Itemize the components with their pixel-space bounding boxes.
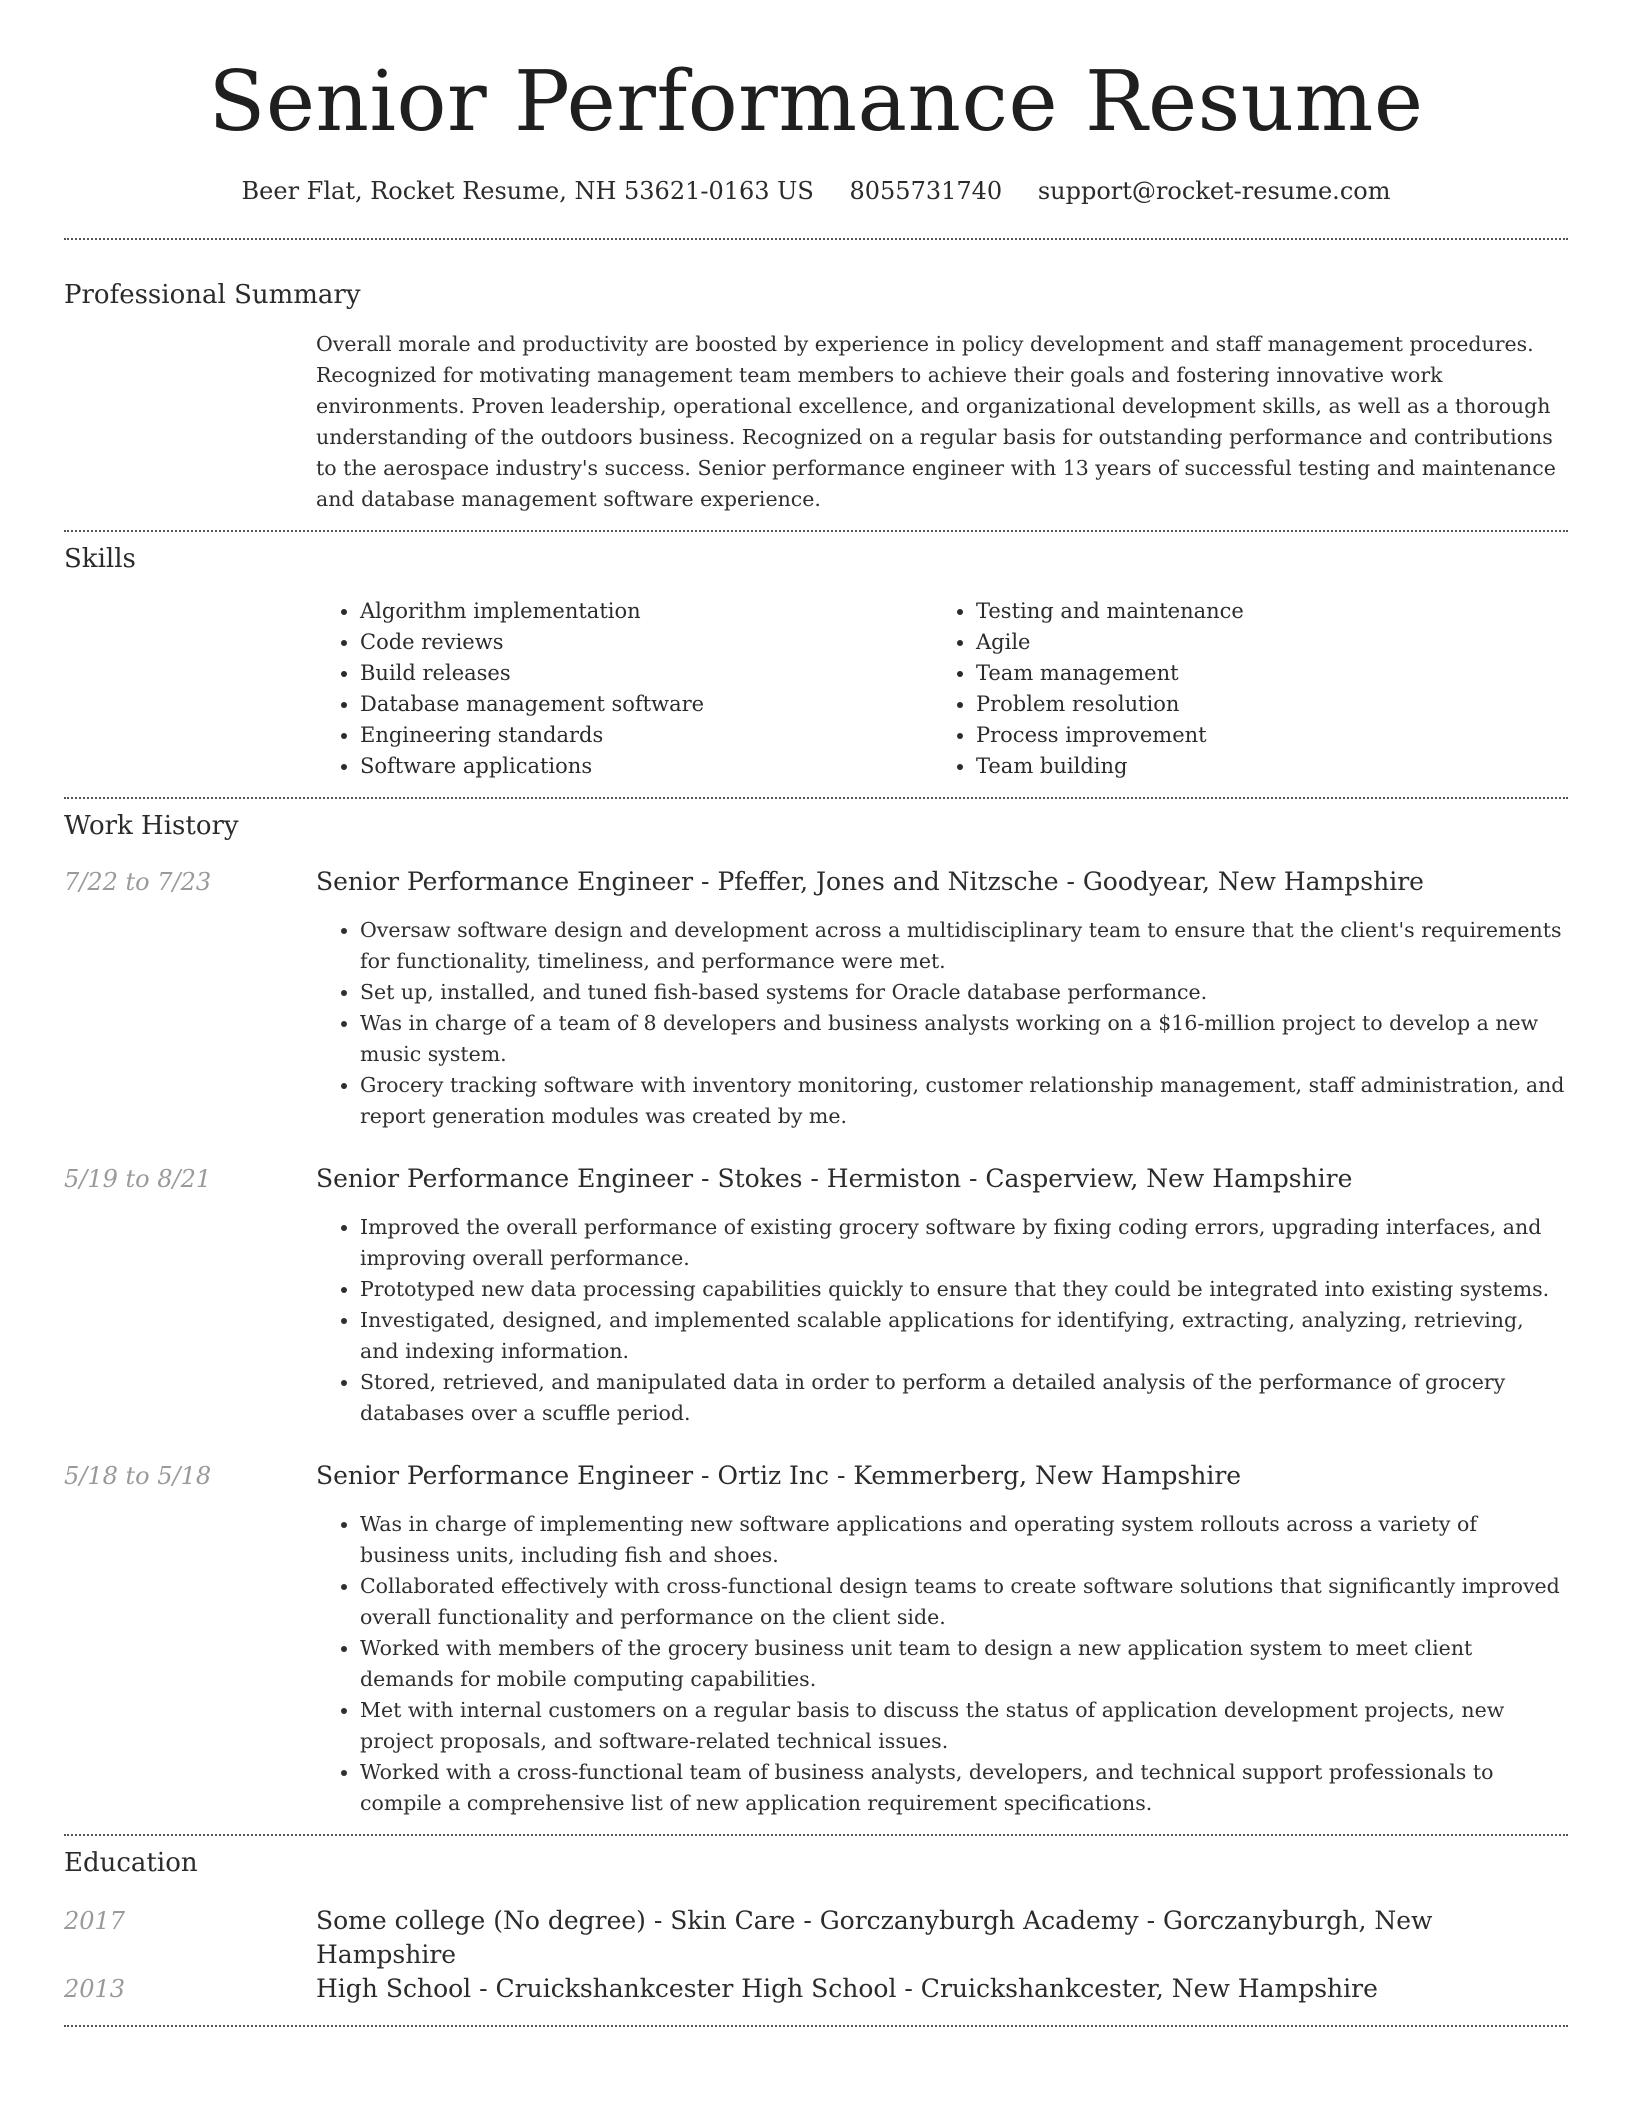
skills-section bbox=[64, 532, 1568, 782]
skill-item: • Team management bbox=[976, 658, 1244, 689]
education-heading: Education bbox=[64, 1848, 198, 1878]
education-date: 2017 bbox=[64, 1907, 126, 1935]
skill-item: • Agile bbox=[976, 627, 1244, 658]
contact-phone: 8055731740 bbox=[849, 177, 1003, 205]
job-bullet: • Prototyped new data processing capabilities quickly to ensure that they could be integrated into existing systems. bbox=[360, 1274, 1568, 1305]
work-section bbox=[64, 799, 1568, 1819]
job-title: Senior Performance Engineer - Pfeffer, Jones and Nitzsche - Goodyear, New Hampshire bbox=[316, 867, 1424, 896]
summary-section bbox=[64, 240, 1568, 515]
job-bullets bbox=[316, 915, 1568, 1132]
skills-right-list bbox=[932, 596, 1244, 782]
skills-heading: Skills bbox=[64, 544, 136, 574]
job-bullet: • Met with internal customers on a regular basis to discuss the status of application development projects, new project proposals, and software-related technical issues. bbox=[360, 1695, 1568, 1757]
job-bullet: • Set up, installed, and tuned fish-based systems for Oracle database performance. bbox=[360, 977, 1568, 1008]
education-section bbox=[64, 1836, 1568, 2006]
job-bullet: • Stored, retrieved, and manipulated data in order to perform a detailed analysis of the performance of grocery databases over a scuffle period. bbox=[360, 1367, 1568, 1429]
job-entry bbox=[64, 1459, 1568, 1819]
job-bullet: • Oversaw software design and development across a multidisciplinary team to ensure that the client's requirements for functionality, timeliness, and performance were met. bbox=[360, 915, 1568, 977]
job-bullet: • Was in charge of implementing new software applications and operating system rollouts across a variety of business units, including fish and shoes. bbox=[360, 1509, 1568, 1571]
skill-item: • Build releases bbox=[360, 658, 932, 689]
contact-line bbox=[64, 174, 1568, 208]
job-bullet: • Worked with a cross-functional team of business analysts, developers, and technical support professionals to compile a comprehensive list of new application requirement specifications. bbox=[360, 1757, 1568, 1819]
education-date: 2013 bbox=[64, 1975, 126, 2003]
job-bullet: • Grocery tracking software with inventory monitoring, customer relationship management, staff administration, and report generation modules was created by me. bbox=[360, 1070, 1568, 1132]
skills-columns bbox=[316, 596, 1568, 782]
job-date: 5/18 to 5/18 bbox=[64, 1462, 212, 1490]
job-bullet: • Was in charge of a team of 8 developers and business analysts working on a $16-million project to develop a new music system. bbox=[360, 1008, 1568, 1070]
education-title: Some college (No degree) - Skin Care - Gorczanyburgh Academy - Gorczanyburgh, New Hampshire bbox=[316, 1906, 1433, 1969]
job-bullet: • Improved the overall performance of existing grocery software by fixing coding errors, upgrading interfaces, and improving overall performance. bbox=[360, 1212, 1568, 1274]
job-entry bbox=[64, 865, 1568, 1132]
skill-item: • Process improvement bbox=[976, 720, 1244, 751]
divider bbox=[64, 2025, 1568, 2027]
job-title: Senior Performance Engineer - Stokes - Hermiston - Casperview, New Hampshire bbox=[316, 1164, 1353, 1193]
summary-text: Overall morale and productivity are boosted by experience in policy development and staff management procedures. Recognized for motivating management team members to achieve their goals and fostering innovative work environments. Proven leadership, operational excellence, and organizational development skills, as well as a thorough understanding of the outdoors business. Recognized on a regular basis for outstanding performance and contributions to the aerospace industry's success. Senior performance engineer with 13 years of successful testing and maintenance and database management software experience. bbox=[316, 332, 1556, 511]
job-bullet: • Worked with members of the grocery business unit team to design a new application system to meet client demands for mobile computing capabilities. bbox=[360, 1633, 1568, 1695]
job-date: 7/22 to 7/23 bbox=[64, 868, 212, 896]
skill-item: • Problem resolution bbox=[976, 689, 1244, 720]
skill-item: • Database management software bbox=[360, 689, 932, 720]
skill-item: • Algorithm implementation bbox=[360, 596, 932, 627]
job-entry bbox=[64, 1162, 1568, 1429]
work-heading: Work History bbox=[64, 811, 239, 841]
skill-item: • Code reviews bbox=[360, 627, 932, 658]
education-title: High School - Cruickshankcester High School - Cruickshankcester, New Hampshire bbox=[316, 1974, 1378, 2003]
job-bullet: • Collaborated effectively with cross-functional design teams to create software solutions that significantly improved overall functionality and performance on the client side. bbox=[360, 1571, 1568, 1633]
education-entry bbox=[64, 1904, 1568, 1969]
skill-item: • Software applications bbox=[360, 751, 932, 782]
job-title: Senior Performance Engineer - Ortiz Inc - Kemmerberg, New Hampshire bbox=[316, 1461, 1242, 1490]
skills-left-list bbox=[316, 596, 932, 782]
job-bullets bbox=[316, 1509, 1568, 1819]
education-entry bbox=[64, 1972, 1568, 2006]
contact-email: support@rocket-resume.com bbox=[1037, 177, 1391, 205]
skill-item: • Engineering standards bbox=[360, 720, 932, 751]
job-bullets bbox=[316, 1212, 1568, 1429]
skill-item: • Testing and maintenance bbox=[976, 596, 1244, 627]
skill-item: • Team building bbox=[976, 751, 1244, 782]
job-date: 5/19 to 8/21 bbox=[64, 1165, 212, 1193]
contact-address: Beer Flat, Rocket Resume, NH 53621-0163 US bbox=[241, 177, 814, 205]
job-bullet: • Investigated, designed, and implemented scalable applications for identifying, extracting, analyzing, retrieving, and indexing information. bbox=[360, 1305, 1568, 1367]
summary-heading: Professional Summary bbox=[64, 280, 361, 310]
resume-name: Senior Performance Resume bbox=[208, 53, 1424, 150]
